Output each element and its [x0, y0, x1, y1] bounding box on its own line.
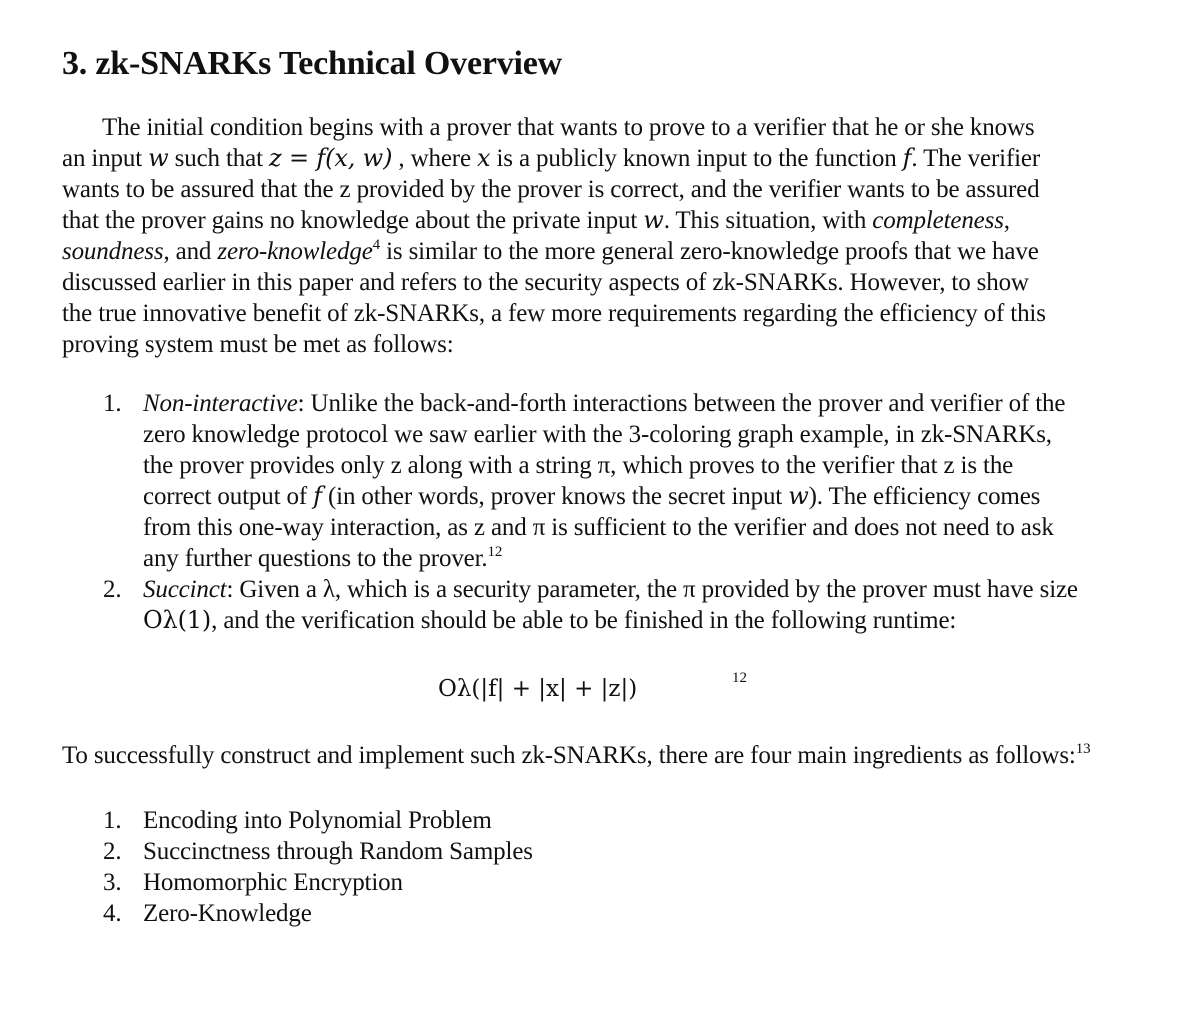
list-text: : Unlike the back-and-forth interactions between the prover and verifier of the zero knowledge protocol we saw earlier with the 3-coloring graph example, in zk-SNARKs, the prover provides only z along with a string π, which proves to the verifier that z is the correct output of — [143, 390, 1066, 510]
list-number: 4. — [103, 900, 122, 927]
list-text: , and the verification should be able to be finished in the following runtime: — [211, 607, 957, 634]
list-item — [103, 805, 1152, 836]
equation-expression: Oλ(|f| + |x| + |z|) — [438, 676, 638, 702]
list-text: ). The efficiency comes from this one-way interaction, as z and π is sufficient to the verifier and does not need to ask any further questions to the prover. — [143, 483, 1054, 572]
term-succinct: Succinct — [143, 576, 227, 603]
list-text: Encoding into Polynomial Problem — [143, 807, 492, 834]
intro-text: is a publicly known input to the function — [490, 145, 903, 172]
closing-text: To successfully construct and implement such zk-SNARKs, there are four main ingredients as follows: — [62, 742, 1076, 769]
math-w: w — [788, 482, 809, 510]
list-item — [103, 898, 1152, 929]
intro-text: . The verifier wants to be assured that the z provided by the prover is correct, and the verifier wants to be assured that the prover gains no knowledge about the private input — [62, 145, 1041, 234]
requirements-list — [62, 388, 1078, 636]
intro-text: The initial condition begins with a prover that wants to prove to a verifier that he or she knows an input — [62, 114, 1035, 172]
list-number: 1. — [103, 390, 122, 417]
closing-paragraph — [62, 740, 1102, 771]
intro-text: such that — [168, 145, 269, 172]
math-f: f — [902, 144, 912, 172]
intro-text: , and — [163, 238, 218, 265]
footnote-ref: 12 — [487, 544, 503, 560]
math-w: w — [148, 144, 169, 172]
term-soundness: soundness — [62, 238, 164, 265]
paper-page — [62, 40, 1152, 929]
footnote-ref: 4 — [372, 237, 381, 253]
list-number: 3. — [103, 869, 122, 896]
list-item — [103, 574, 1078, 636]
runtime-equation — [62, 670, 1152, 716]
intro-text: is similar to the more general zero-knowledge proofs that we have discussed earlier in this paper and refers to the security aspects of zk-SNARKs. However, to show the true innovative benefit of zk-SNARKs, a few more requirements regarding the efficiency of this proving system must be met as follows: — [62, 238, 1046, 358]
intro-text: , — [1003, 207, 1010, 234]
list-text: : Given a λ, which is a security parameter, the π provided by the prover must have size — [226, 576, 1078, 603]
math-f: f — [313, 482, 322, 510]
math-w: w — [643, 206, 664, 234]
footnote-ref: 13 — [1075, 741, 1091, 757]
list-number: 2. — [103, 576, 122, 603]
list-text: Zero-Knowledge — [143, 900, 312, 927]
list-item — [103, 836, 1152, 867]
list-text: Succinctness through Random Samples — [143, 838, 533, 865]
list-number: 2. — [103, 838, 122, 865]
term-completeness: completeness — [872, 207, 1004, 234]
intro-text: , where — [392, 145, 478, 172]
math-size: Oλ(1) — [143, 606, 212, 634]
list-text: Homomorphic Encryption — [143, 869, 403, 896]
term-non-interactive: Non-interactive — [143, 390, 298, 417]
list-number: 1. — [103, 807, 122, 834]
math-equation: z = f(x, w) — [268, 144, 393, 172]
intro-text: . This situation, with — [663, 207, 873, 234]
math-x: x — [477, 144, 491, 172]
section-heading: 3. zk-SNARKs Technical Overview — [62, 45, 563, 82]
list-item — [103, 867, 1152, 898]
list-item — [103, 388, 1078, 574]
term-zero-knowledge: zero-knowledge — [217, 238, 373, 265]
list-text: (in other words, prover knows the secret input — [321, 483, 789, 510]
equation-reference: 12 — [732, 670, 747, 686]
ingredients-list — [62, 805, 1152, 929]
intro-paragraph — [62, 112, 1062, 360]
